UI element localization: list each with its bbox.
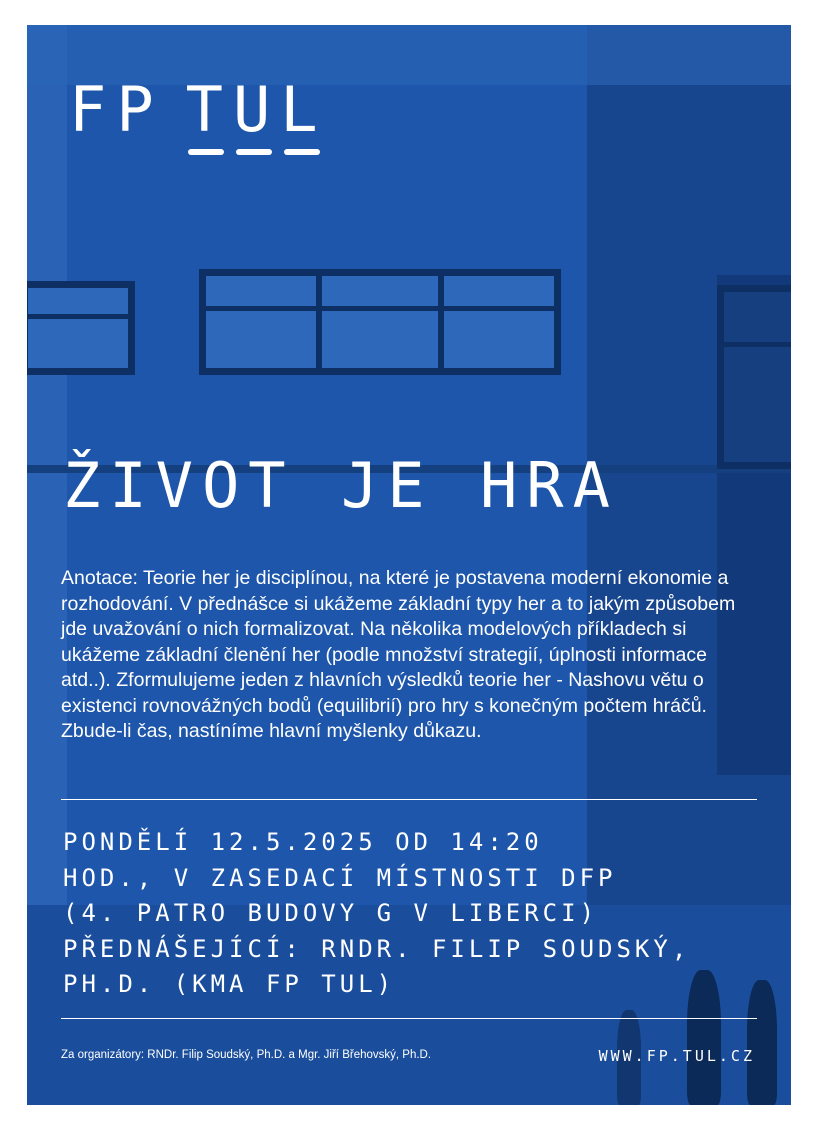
- poster-title: ŽIVOT JE HRA: [63, 449, 619, 522]
- organizers-text: Za organizátory: RNDr. Filip Soudský, Ph.D. a Mgr. Jiří Břehovský, Ph.D.: [61, 1049, 432, 1061]
- website-link[interactable]: WWW.FP.TUL.CZ: [598, 1047, 755, 1065]
- divider: [61, 799, 757, 800]
- logo-tul: [186, 73, 328, 146]
- background-window: [199, 269, 561, 375]
- event-building-line: (4. PATRO BUDOVY G V LIBERCI): [63, 899, 599, 927]
- annotation-text: Anotace: Teorie her je disciplínou, na které je postavena moderní ekonomie a rozhodování. V přednášce si ukážeme základní typy her a to jakým způsobem jde uvažování o nich formalizovat. Na několika modelových příkladech si ukážeme základní členění her (podle množství strategií, úplnosti informace atd..). Zformulujeme jeden z hlavních výsledků teorie her - Nashovu větu o existenci rovnovážných bodů (equilibrií) pro hry s konečným počtem hráčů. Zbude-li čas, nastíníme hlavní myšlenky důkazu.: [61, 567, 736, 742]
- speaker-line: PŘEDNÁŠEJÍCÍ: RNDR. FILIP SOUDSKÝ,: [63, 934, 691, 963]
- event-date-line: PONDĚLÍ 12.5.2025 OD 14:20: [63, 828, 543, 856]
- logo-underline-dashes: [188, 149, 320, 155]
- background-window: [27, 281, 135, 375]
- divider: [61, 1018, 757, 1019]
- speaker-affiliation-line: PH.D. (KMA FP TUL): [63, 970, 396, 998]
- event-location-line: HOD., V ZASEDACÍ MÍSTNOSTI DFP: [63, 863, 617, 892]
- logo-fp: FP: [69, 73, 164, 146]
- poster: [27, 25, 791, 1105]
- logo-tul-text: TUL: [185, 73, 328, 146]
- event-details: [63, 825, 763, 1003]
- fp-tul-logo: [69, 73, 328, 146]
- background-window: [717, 285, 791, 469]
